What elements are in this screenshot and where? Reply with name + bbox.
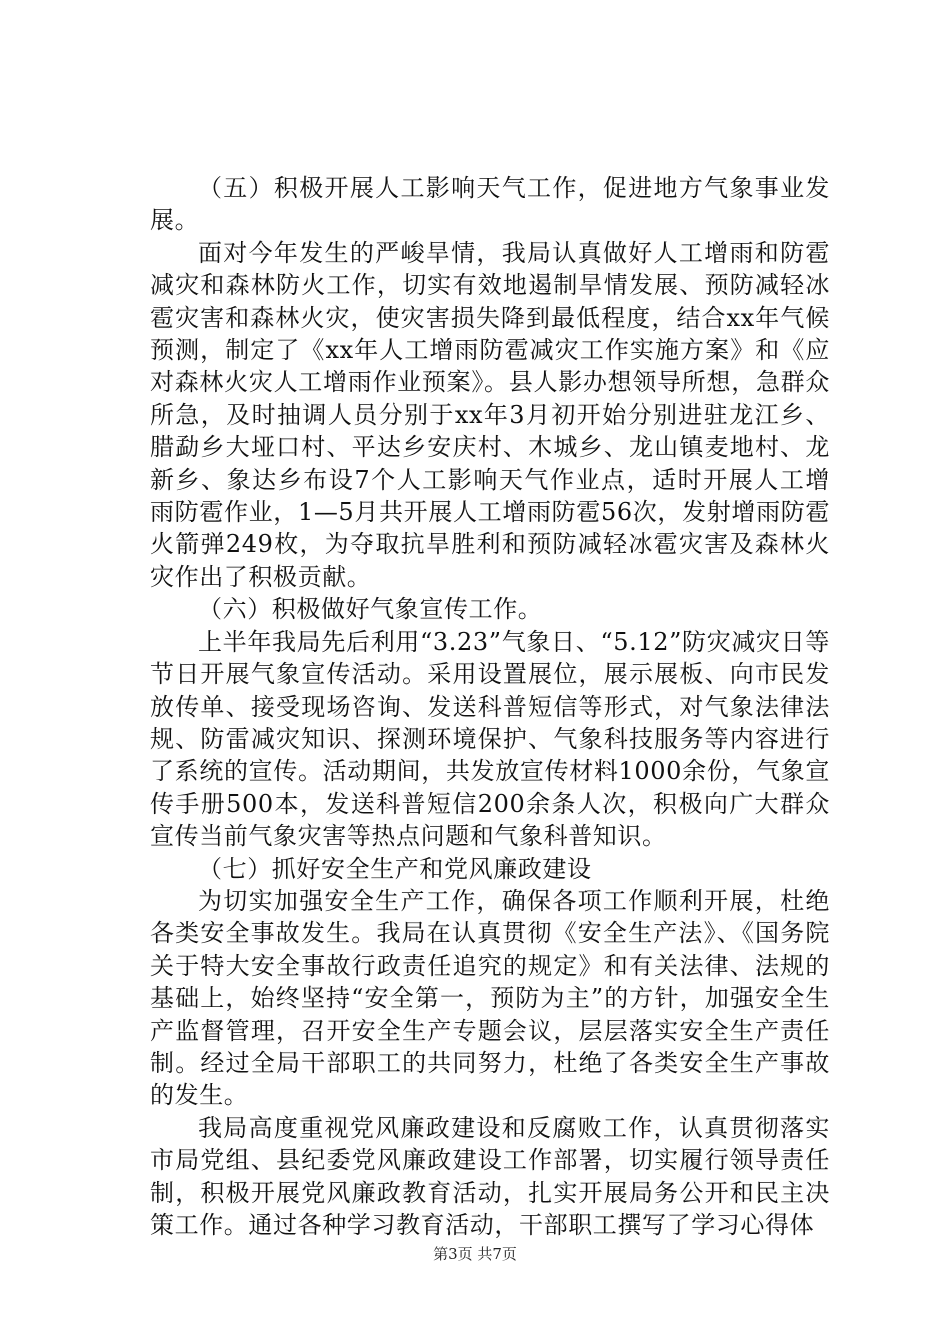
- section-heading-7: （七）抓好安全生产和党风廉政建设: [198, 854, 592, 883]
- body-paragraph: 上半年我局先后利用“3.23”气象日、“5.12”防灾减灾日等节日开展气象宣传活动。采用设置展位，展示展板、向市民发放传单、接受现场咨询、发送科普短信等形式，对气象法律法规、防雷减灾知识、探测环境保护、气象科技服务等内容进行了系统的宣传。活动期间，共发放宣传材料1000余份，气象宣传手册500本，发送科普短信200余条人次，积极向广大群众宣传当前气象灾害等热点问题和气象科普知识。: [150, 627, 830, 851]
- section-heading-5: （五）积极开展人工影响天气工作，促进地方气象事业发展。: [150, 174, 830, 235]
- body-paragraph: 为切实加强安全生产工作，确保各项工作顺利开展，杜绝各类安全事故发生。我局在认真贯彻《安全生产法》、《国务院关于特大安全事故行政责任追究的规定》和有关法律、法规的基础上，始终坚持“安全第一，预防为主”的方针，加强安全生产监督管理，召开安全生产专题会议，层层落实安全生产责任制。经过全局干部职工的共同努力，杜绝了各类安全生产事故的发生。: [150, 886, 830, 1110]
- body-paragraph: 面对今年发生的严峻旱情，我局认真做好人工增雨和防雹减灾和森林防火工作，切实有效地遏制旱情发展、预防减轻冰雹灾害和森林火灾，使灾害损失降到最低程度，结合xx年气候预测，制定了《xx年人工增雨防雹减灾工作实施方案》和《应对森林火灾人工增雨作业预案》。县人影办想领导所想，急群众所急，及时抽调人员分别于xx年3月初开始分别进驻龙江乡、腊勐乡大垭口村、平达乡安庆村、木城乡、龙山镇麦地村、龙新乡、象达乡布设7个人工影响天气作业点，适时开展人工增雨防雹作业，1—5月共开展人工增雨防雹56次，发射增雨防雹火箭弹249枚，为夺取抗旱胜利和预防减轻冰雹灾害及森林火灾作出了积极贡献。: [150, 238, 830, 591]
- body-paragraph: 我局高度重视党风廉政建设和反腐败工作，认真贯彻落实市局党组、县纪委党风廉政建设工作部署，切实履行领导责任制，积极开展党风廉政教育活动，扎实开展局务公开和民主决策工作。通过各种学习教育活动，干部职工撰写了学习心得体: [150, 1113, 830, 1239]
- page-number-footer: 第3页 共7页: [433, 1245, 517, 1263]
- document-body: [150, 172, 830, 1241]
- section-heading-6: （六）积极做好气象宣传工作。: [198, 595, 543, 624]
